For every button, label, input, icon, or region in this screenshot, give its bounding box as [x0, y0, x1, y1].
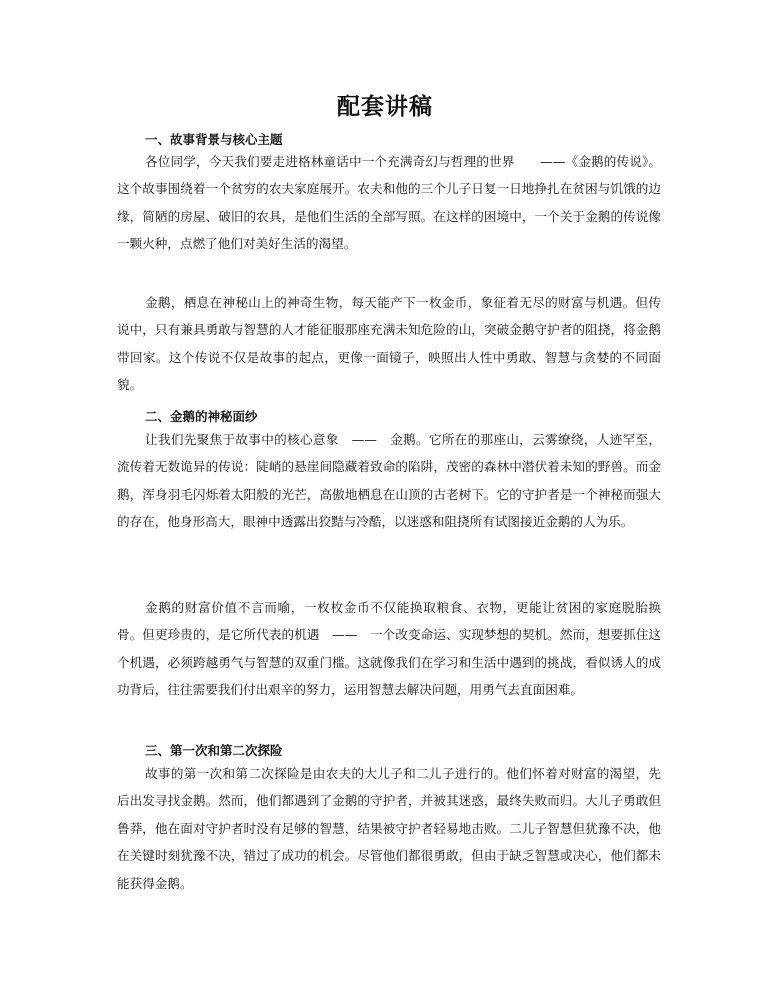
page-title: 配套讲稿	[337, 93, 433, 120]
paragraph-wealth-value: 金鹅的财富价值不言而喻，一枚枚金币不仅能换取粮食、衣物，更能让贫困的家庭脱胎换骨。但更珍贵的，是它所代表的机遇 —— 一个改变命运、实现梦想的契机。然而，想要抓住这个机遇，必须跨越勇气与智慧的双重门槛。这就像我们在学习和生活中遇到的挑战，看似诱人的成功背后，往往需要我们付出艰辛的努力，运用智慧去解决问题，用勇气去直面困难。	[117, 600, 661, 698]
section-heading-mystery: 二、金鹅的神秘面纱	[145, 409, 258, 424]
paragraph-intro: 各位同学，今天我们要走进格林童话中一个充满奇幻与哲理的世界 ——《金鹅的传说》。这个故事围绕着一个贫穷的农夫家庭展开。农夫和他的三个儿子日复一日地挣扎在贫困与饥饿的边缘，简陋的房屋、破旧的农具，是他们生活的全部写照。在这样的困境中，一个关于金鹅的传说像一颗火种，点燃了他们对美好生活的渴望。	[117, 154, 661, 252]
paragraph-core-image: 让我们先聚焦于故事中的核心意象 —— 金鹅。它所在的那座山，云雾缭绕，人迹罕至，流传着无数诡异的传说：陡峭的悬崖间隐藏着致命的陷阱，茂密的森林中潜伏着未知的野兽。而金鹅，浑身羽毛闪烁着太阳般的光芒，高傲地栖息在山顶的古老树下。它的守护者是一个神秘而强大的存在，他身形高大，眼神中透露出狡黠与冷酷，以迷惑和阻挠所有试图接近金鹅的人为乐。	[117, 432, 661, 530]
section-heading-background: 一、故事背景与核心主题	[145, 132, 283, 147]
section-heading-expeditions: 三、第一次和第二次探险	[145, 743, 283, 758]
paragraph-golden-goose-legend: 金鹅，栖息在神秘山上的神奇生物，每天能产下一枚金币，象征着无尽的财富与机遇。但传说中，只有兼具勇敢与智慧的人才能征服那座充满未知危险的山，突破金鹅守护者的阻挠，将金鹅带回家。这个传说不仅是故事的起点，更像一面镜子，映照出人性中勇敢、智慧与贪婪的不同面貌。	[117, 295, 661, 393]
paragraph-first-second-expedition: 故事的第一次和第二次探险是由农夫的大儿子和二儿子进行的。他们怀着对财富的渴望，先后出发寻找金鹅。然而，他们都遇到了金鹅的守护者，并被其迷惑，最终失败而归。大儿子勇敢但鲁莽，他在面对守护者时没有足够的智慧，结果被守护者轻易地击败。二儿子智慧但犹豫不决，他在关键时刻犹豫不决，错过了成功的机会。尽管他们都很勇敢，但由于缺乏智慧或决心，他们都未能获得金鹅。	[117, 766, 661, 891]
